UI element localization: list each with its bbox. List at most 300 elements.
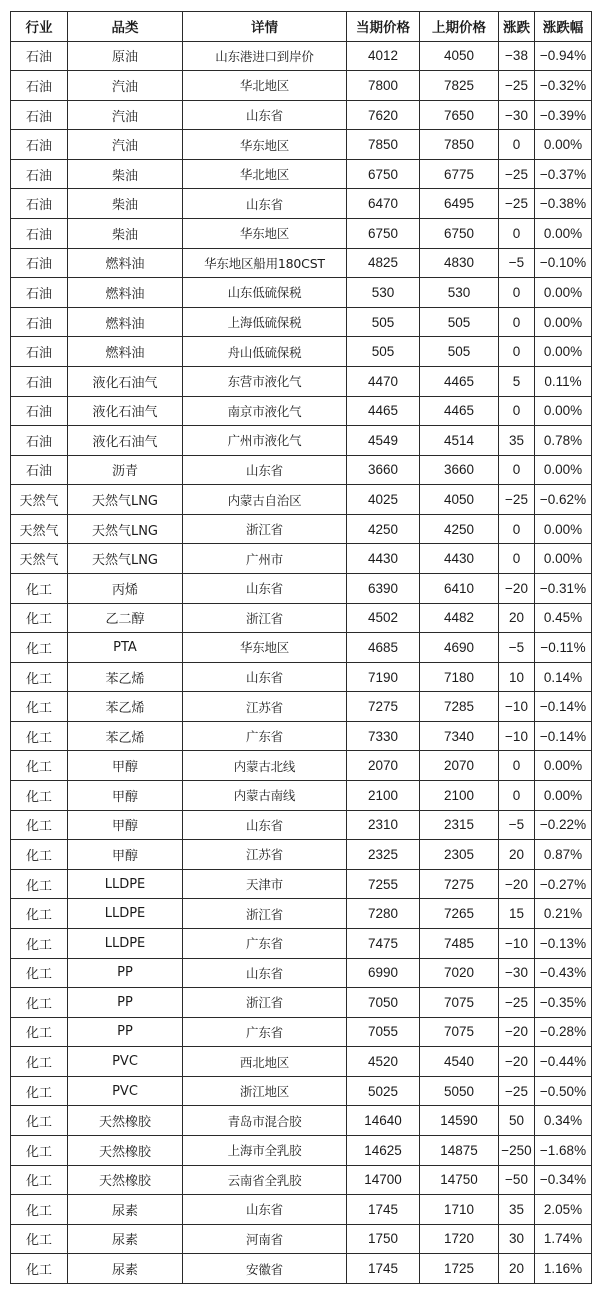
cell-category: PVC [68, 1047, 183, 1077]
table-body [11, 41, 592, 1283]
cell-change-pct: 0.00% [535, 278, 592, 308]
cell-current-price: 7620 [347, 100, 420, 130]
cell-previous-price: 5050 [420, 1076, 499, 1106]
cell-category: 尿素 [68, 1224, 183, 1254]
cell-change-pct: 0.00% [535, 307, 592, 337]
table-header [11, 12, 592, 42]
table-row [11, 366, 592, 396]
cell-previous-price: 1720 [420, 1224, 499, 1254]
cell-change: 5 [499, 366, 535, 396]
cell-previous-price: 7340 [420, 721, 499, 751]
cell-previous-price: 7485 [420, 928, 499, 958]
cell-current-price: 4025 [347, 485, 420, 515]
cell-detail: 南京市液化气 [183, 396, 347, 426]
cell-previous-price: 4430 [420, 544, 499, 574]
table-row [11, 307, 592, 337]
cell-change: −25 [499, 71, 535, 101]
table-row [11, 337, 592, 367]
cell-industry: 石油 [11, 426, 68, 456]
cell-change: −10 [499, 928, 535, 958]
cell-industry: 石油 [11, 130, 68, 160]
cell-previous-price: 2315 [420, 810, 499, 840]
cell-previous-price: 4250 [420, 514, 499, 544]
cell-previous-price: 4482 [420, 603, 499, 633]
cell-current-price: 4250 [347, 514, 420, 544]
table-row [11, 1165, 592, 1195]
cell-detail: 山东省 [183, 573, 347, 603]
cell-change-pct: −0.22% [535, 810, 592, 840]
table-row [11, 958, 592, 988]
cell-category: LLDPE [68, 869, 183, 899]
cell-current-price: 530 [347, 278, 420, 308]
cell-industry: 石油 [11, 278, 68, 308]
cell-current-price: 2070 [347, 751, 420, 781]
cell-detail: 华北地区 [183, 159, 347, 189]
cell-current-price: 14700 [347, 1165, 420, 1195]
cell-category: 沥青 [68, 455, 183, 485]
table-row [11, 1224, 592, 1254]
cell-previous-price: 1725 [420, 1254, 499, 1284]
cell-change-pct: −0.14% [535, 692, 592, 722]
cell-change-pct: −0.28% [535, 1017, 592, 1047]
cell-detail: 华东地区船用180CST [183, 248, 347, 278]
cell-detail: 浙江省 [183, 899, 347, 929]
cell-category: 液化石油气 [68, 396, 183, 426]
cell-change-pct: 0.00% [535, 337, 592, 367]
cell-change-pct: −0.34% [535, 1165, 592, 1195]
cell-current-price: 14625 [347, 1135, 420, 1165]
cell-current-price: 1745 [347, 1195, 420, 1225]
cell-previous-price: 4690 [420, 633, 499, 663]
cell-change-pct: 0.00% [535, 219, 592, 249]
table-row [11, 1017, 592, 1047]
cell-change-pct: −0.13% [535, 928, 592, 958]
table-row [11, 781, 592, 811]
table-row [11, 1076, 592, 1106]
table-row [11, 189, 592, 219]
cell-previous-price: 4514 [420, 426, 499, 456]
cell-change: 0 [499, 514, 535, 544]
cell-detail: 安徽省 [183, 1254, 347, 1284]
cell-detail: 内蒙古南线 [183, 781, 347, 811]
cell-current-price: 7055 [347, 1017, 420, 1047]
cell-category: 甲醇 [68, 781, 183, 811]
cell-change: 0 [499, 130, 535, 160]
cell-current-price: 4825 [347, 248, 420, 278]
cell-change-pct: 0.87% [535, 840, 592, 870]
table-row [11, 899, 592, 929]
cell-change: 20 [499, 840, 535, 870]
cell-change-pct: 0.00% [535, 130, 592, 160]
cell-change-pct: −0.10% [535, 248, 592, 278]
cell-industry: 石油 [11, 189, 68, 219]
cell-detail: 山东省 [183, 1195, 347, 1225]
cell-change: −20 [499, 1017, 535, 1047]
table-row [11, 278, 592, 308]
cell-change: −20 [499, 1047, 535, 1077]
table-row [11, 721, 592, 751]
cell-current-price: 4465 [347, 396, 420, 426]
header-current-price: 当期价格 [347, 12, 420, 42]
cell-category: PP [68, 988, 183, 1018]
table-row [11, 1135, 592, 1165]
cell-industry: 石油 [11, 71, 68, 101]
cell-current-price: 4685 [347, 633, 420, 663]
cell-detail: 内蒙古自治区 [183, 485, 347, 515]
cell-detail: 山东低硫保税 [183, 278, 347, 308]
cell-detail: 浙江省 [183, 603, 347, 633]
header-row [11, 12, 592, 42]
cell-current-price: 1745 [347, 1254, 420, 1284]
cell-change: −25 [499, 159, 535, 189]
table-row [11, 544, 592, 574]
cell-previous-price: 530 [420, 278, 499, 308]
cell-industry: 化工 [11, 928, 68, 958]
cell-change-pct: 0.11% [535, 366, 592, 396]
cell-change: −5 [499, 633, 535, 663]
cell-current-price: 4549 [347, 426, 420, 456]
cell-change-pct: 0.00% [535, 455, 592, 485]
cell-previous-price: 6410 [420, 573, 499, 603]
cell-category: 尿素 [68, 1254, 183, 1284]
cell-detail: 华东地区 [183, 130, 347, 160]
cell-category: 天然橡胶 [68, 1165, 183, 1195]
header-change-pct: 涨跌幅 [535, 12, 592, 42]
cell-industry: 石油 [11, 159, 68, 189]
cell-detail: 河南省 [183, 1224, 347, 1254]
cell-previous-price: 7075 [420, 988, 499, 1018]
cell-change: −5 [499, 810, 535, 840]
cell-current-price: 7275 [347, 692, 420, 722]
cell-change: −20 [499, 869, 535, 899]
cell-detail: 舟山低硫保税 [183, 337, 347, 367]
cell-change: 0 [499, 751, 535, 781]
cell-change-pct: −0.44% [535, 1047, 592, 1077]
cell-previous-price: 6750 [420, 219, 499, 249]
cell-change-pct: −0.39% [535, 100, 592, 130]
cell-change-pct: −0.37% [535, 159, 592, 189]
cell-category: 天然气LNG [68, 485, 183, 515]
cell-industry: 化工 [11, 810, 68, 840]
cell-change: −50 [499, 1165, 535, 1195]
cell-industry: 化工 [11, 1254, 68, 1284]
cell-previous-price: 7285 [420, 692, 499, 722]
cell-category: 燃料油 [68, 307, 183, 337]
cell-current-price: 505 [347, 307, 420, 337]
cell-industry: 化工 [11, 1017, 68, 1047]
cell-category: 柴油 [68, 189, 183, 219]
cell-industry: 化工 [11, 721, 68, 751]
cell-industry: 石油 [11, 396, 68, 426]
cell-current-price: 4502 [347, 603, 420, 633]
cell-current-price: 2325 [347, 840, 420, 870]
cell-category: LLDPE [68, 899, 183, 929]
cell-change: 0 [499, 337, 535, 367]
cell-change: 35 [499, 1195, 535, 1225]
cell-previous-price: 2305 [420, 840, 499, 870]
table-row [11, 662, 592, 692]
cell-category: LLDPE [68, 928, 183, 958]
cell-change: −38 [499, 41, 535, 71]
cell-current-price: 6390 [347, 573, 420, 603]
cell-industry: 化工 [11, 603, 68, 633]
cell-detail: 江苏省 [183, 840, 347, 870]
cell-detail: 青岛市混合胶 [183, 1106, 347, 1136]
cell-detail: 江苏省 [183, 692, 347, 722]
table-row [11, 928, 592, 958]
table-row [11, 1106, 592, 1136]
cell-change: −25 [499, 988, 535, 1018]
cell-current-price: 505 [347, 337, 420, 367]
cell-change-pct: −0.43% [535, 958, 592, 988]
cell-category: 天然橡胶 [68, 1106, 183, 1136]
cell-category: 丙烯 [68, 573, 183, 603]
table-row [11, 514, 592, 544]
cell-previous-price: 2100 [420, 781, 499, 811]
cell-current-price: 2310 [347, 810, 420, 840]
cell-detail: 天津市 [183, 869, 347, 899]
table-row [11, 1047, 592, 1077]
cell-detail: 山东省 [183, 958, 347, 988]
cell-previous-price: 7850 [420, 130, 499, 160]
cell-change: −20 [499, 573, 535, 603]
cell-previous-price: 7020 [420, 958, 499, 988]
cell-category: 液化石油气 [68, 426, 183, 456]
header-change: 涨跌 [499, 12, 535, 42]
cell-change-pct: 0.14% [535, 662, 592, 692]
cell-previous-price: 6495 [420, 189, 499, 219]
table-row [11, 485, 592, 515]
table-row [11, 426, 592, 456]
cell-category: PVC [68, 1076, 183, 1106]
cell-change: −25 [499, 189, 535, 219]
cell-change: 20 [499, 1254, 535, 1284]
cell-detail: 华东地区 [183, 219, 347, 249]
table-row [11, 455, 592, 485]
table-row [11, 869, 592, 899]
cell-category: 甲醇 [68, 810, 183, 840]
table-row [11, 100, 592, 130]
cell-change-pct: 0.45% [535, 603, 592, 633]
cell-change-pct: 0.78% [535, 426, 592, 456]
cell-change-pct: −0.62% [535, 485, 592, 515]
table-row [11, 1195, 592, 1225]
cell-previous-price: 7075 [420, 1017, 499, 1047]
cell-change: −25 [499, 485, 535, 515]
cell-previous-price: 4465 [420, 366, 499, 396]
cell-current-price: 1750 [347, 1224, 420, 1254]
cell-category: 汽油 [68, 130, 183, 160]
cell-detail: 广东省 [183, 721, 347, 751]
cell-industry: 化工 [11, 662, 68, 692]
cell-industry: 石油 [11, 41, 68, 71]
cell-change: −10 [499, 692, 535, 722]
cell-change-pct: 0.00% [535, 544, 592, 574]
cell-current-price: 7280 [347, 899, 420, 929]
cell-change: 35 [499, 426, 535, 456]
cell-current-price: 7475 [347, 928, 420, 958]
cell-industry: 化工 [11, 633, 68, 663]
cell-change-pct: −0.32% [535, 71, 592, 101]
cell-category: 柴油 [68, 219, 183, 249]
cell-industry: 化工 [11, 1047, 68, 1077]
cell-change-pct: 0.00% [535, 514, 592, 544]
cell-category: 燃料油 [68, 337, 183, 367]
header-industry: 行业 [11, 12, 68, 42]
cell-category: 汽油 [68, 71, 183, 101]
cell-change: 0 [499, 278, 535, 308]
cell-detail: 内蒙古北线 [183, 751, 347, 781]
table-row [11, 41, 592, 71]
cell-previous-price: 2070 [420, 751, 499, 781]
cell-previous-price: 3660 [420, 455, 499, 485]
cell-industry: 化工 [11, 781, 68, 811]
cell-change: 0 [499, 544, 535, 574]
cell-detail: 上海低硫保税 [183, 307, 347, 337]
cell-industry: 天然气 [11, 514, 68, 544]
cell-change-pct: 0.00% [535, 396, 592, 426]
cell-change: 0 [499, 455, 535, 485]
cell-industry: 化工 [11, 1165, 68, 1195]
cell-industry: 化工 [11, 840, 68, 870]
table-row [11, 840, 592, 870]
cell-industry: 化工 [11, 869, 68, 899]
table-row [11, 248, 592, 278]
cell-current-price: 7255 [347, 869, 420, 899]
cell-detail: 山东省 [183, 455, 347, 485]
cell-category: 尿素 [68, 1195, 183, 1225]
cell-detail: 东营市液化气 [183, 366, 347, 396]
cell-detail: 广东省 [183, 928, 347, 958]
cell-category: 乙二醇 [68, 603, 183, 633]
cell-current-price: 4430 [347, 544, 420, 574]
cell-previous-price: 4050 [420, 485, 499, 515]
cell-industry: 化工 [11, 573, 68, 603]
cell-industry: 化工 [11, 692, 68, 722]
cell-previous-price: 6775 [420, 159, 499, 189]
cell-category: 苯乙烯 [68, 662, 183, 692]
cell-change: 0 [499, 307, 535, 337]
cell-category: 燃料油 [68, 248, 183, 278]
cell-category: PP [68, 958, 183, 988]
cell-detail: 广东省 [183, 1017, 347, 1047]
price-table-container [10, 11, 591, 1284]
cell-previous-price: 7265 [420, 899, 499, 929]
table-row [11, 810, 592, 840]
cell-industry: 化工 [11, 899, 68, 929]
cell-current-price: 7800 [347, 71, 420, 101]
cell-category: 甲醇 [68, 840, 183, 870]
cell-change-pct: 0.00% [535, 781, 592, 811]
cell-change-pct: −0.94% [535, 41, 592, 71]
cell-detail: 华北地区 [183, 71, 347, 101]
cell-change-pct: −0.50% [535, 1076, 592, 1106]
cell-current-price: 3660 [347, 455, 420, 485]
table-row [11, 1254, 592, 1284]
cell-previous-price: 1710 [420, 1195, 499, 1225]
cell-change-pct: 1.16% [535, 1254, 592, 1284]
header-previous-price: 上期价格 [420, 12, 499, 42]
cell-previous-price: 7650 [420, 100, 499, 130]
cell-detail: 华东地区 [183, 633, 347, 663]
cell-change: 0 [499, 396, 535, 426]
cell-category: 液化石油气 [68, 366, 183, 396]
cell-change-pct: −1.68% [535, 1135, 592, 1165]
cell-industry: 天然气 [11, 544, 68, 574]
cell-previous-price: 505 [420, 337, 499, 367]
cell-detail: 山东省 [183, 189, 347, 219]
cell-change: 30 [499, 1224, 535, 1254]
cell-change-pct: 0.34% [535, 1106, 592, 1136]
cell-current-price: 4470 [347, 366, 420, 396]
cell-change-pct: 1.74% [535, 1224, 592, 1254]
cell-change-pct: −0.31% [535, 573, 592, 603]
table-row [11, 396, 592, 426]
table-row [11, 159, 592, 189]
cell-previous-price: 4465 [420, 396, 499, 426]
cell-previous-price: 4540 [420, 1047, 499, 1077]
cell-change-pct: 0.21% [535, 899, 592, 929]
cell-change-pct: −0.38% [535, 189, 592, 219]
table-row [11, 219, 592, 249]
cell-current-price: 7850 [347, 130, 420, 160]
cell-current-price: 6470 [347, 189, 420, 219]
header-category: 品类 [68, 12, 183, 42]
cell-change-pct: −0.35% [535, 988, 592, 1018]
cell-industry: 化工 [11, 1195, 68, 1225]
cell-current-price: 7190 [347, 662, 420, 692]
cell-previous-price: 505 [420, 307, 499, 337]
cell-change: −5 [499, 248, 535, 278]
cell-detail: 山东省 [183, 810, 347, 840]
cell-change: −25 [499, 1076, 535, 1106]
cell-change: −30 [499, 958, 535, 988]
cell-previous-price: 14750 [420, 1165, 499, 1195]
cell-current-price: 6750 [347, 219, 420, 249]
cell-category: PTA [68, 633, 183, 663]
cell-change: 15 [499, 899, 535, 929]
cell-industry: 化工 [11, 1106, 68, 1136]
cell-detail: 云南省全乳胶 [183, 1165, 347, 1195]
cell-previous-price: 7180 [420, 662, 499, 692]
cell-change: −250 [499, 1135, 535, 1165]
cell-change: 10 [499, 662, 535, 692]
cell-change: 50 [499, 1106, 535, 1136]
cell-category: 柴油 [68, 159, 183, 189]
table-row [11, 751, 592, 781]
cell-detail: 浙江地区 [183, 1076, 347, 1106]
cell-industry: 石油 [11, 248, 68, 278]
cell-current-price: 7050 [347, 988, 420, 1018]
cell-previous-price: 7825 [420, 71, 499, 101]
table-row [11, 71, 592, 101]
cell-current-price: 2100 [347, 781, 420, 811]
cell-previous-price: 14590 [420, 1106, 499, 1136]
cell-current-price: 7330 [347, 721, 420, 751]
table-row [11, 603, 592, 633]
cell-detail: 山东省 [183, 662, 347, 692]
cell-detail: 广州市 [183, 544, 347, 574]
cell-change-pct: 0.00% [535, 751, 592, 781]
cell-detail: 浙江省 [183, 988, 347, 1018]
cell-previous-price: 14875 [420, 1135, 499, 1165]
price-table [10, 11, 592, 1284]
cell-category: 天然气LNG [68, 544, 183, 574]
cell-change: 20 [499, 603, 535, 633]
cell-detail: 山东港进口到岸价 [183, 41, 347, 71]
cell-industry: 天然气 [11, 485, 68, 515]
cell-current-price: 6750 [347, 159, 420, 189]
